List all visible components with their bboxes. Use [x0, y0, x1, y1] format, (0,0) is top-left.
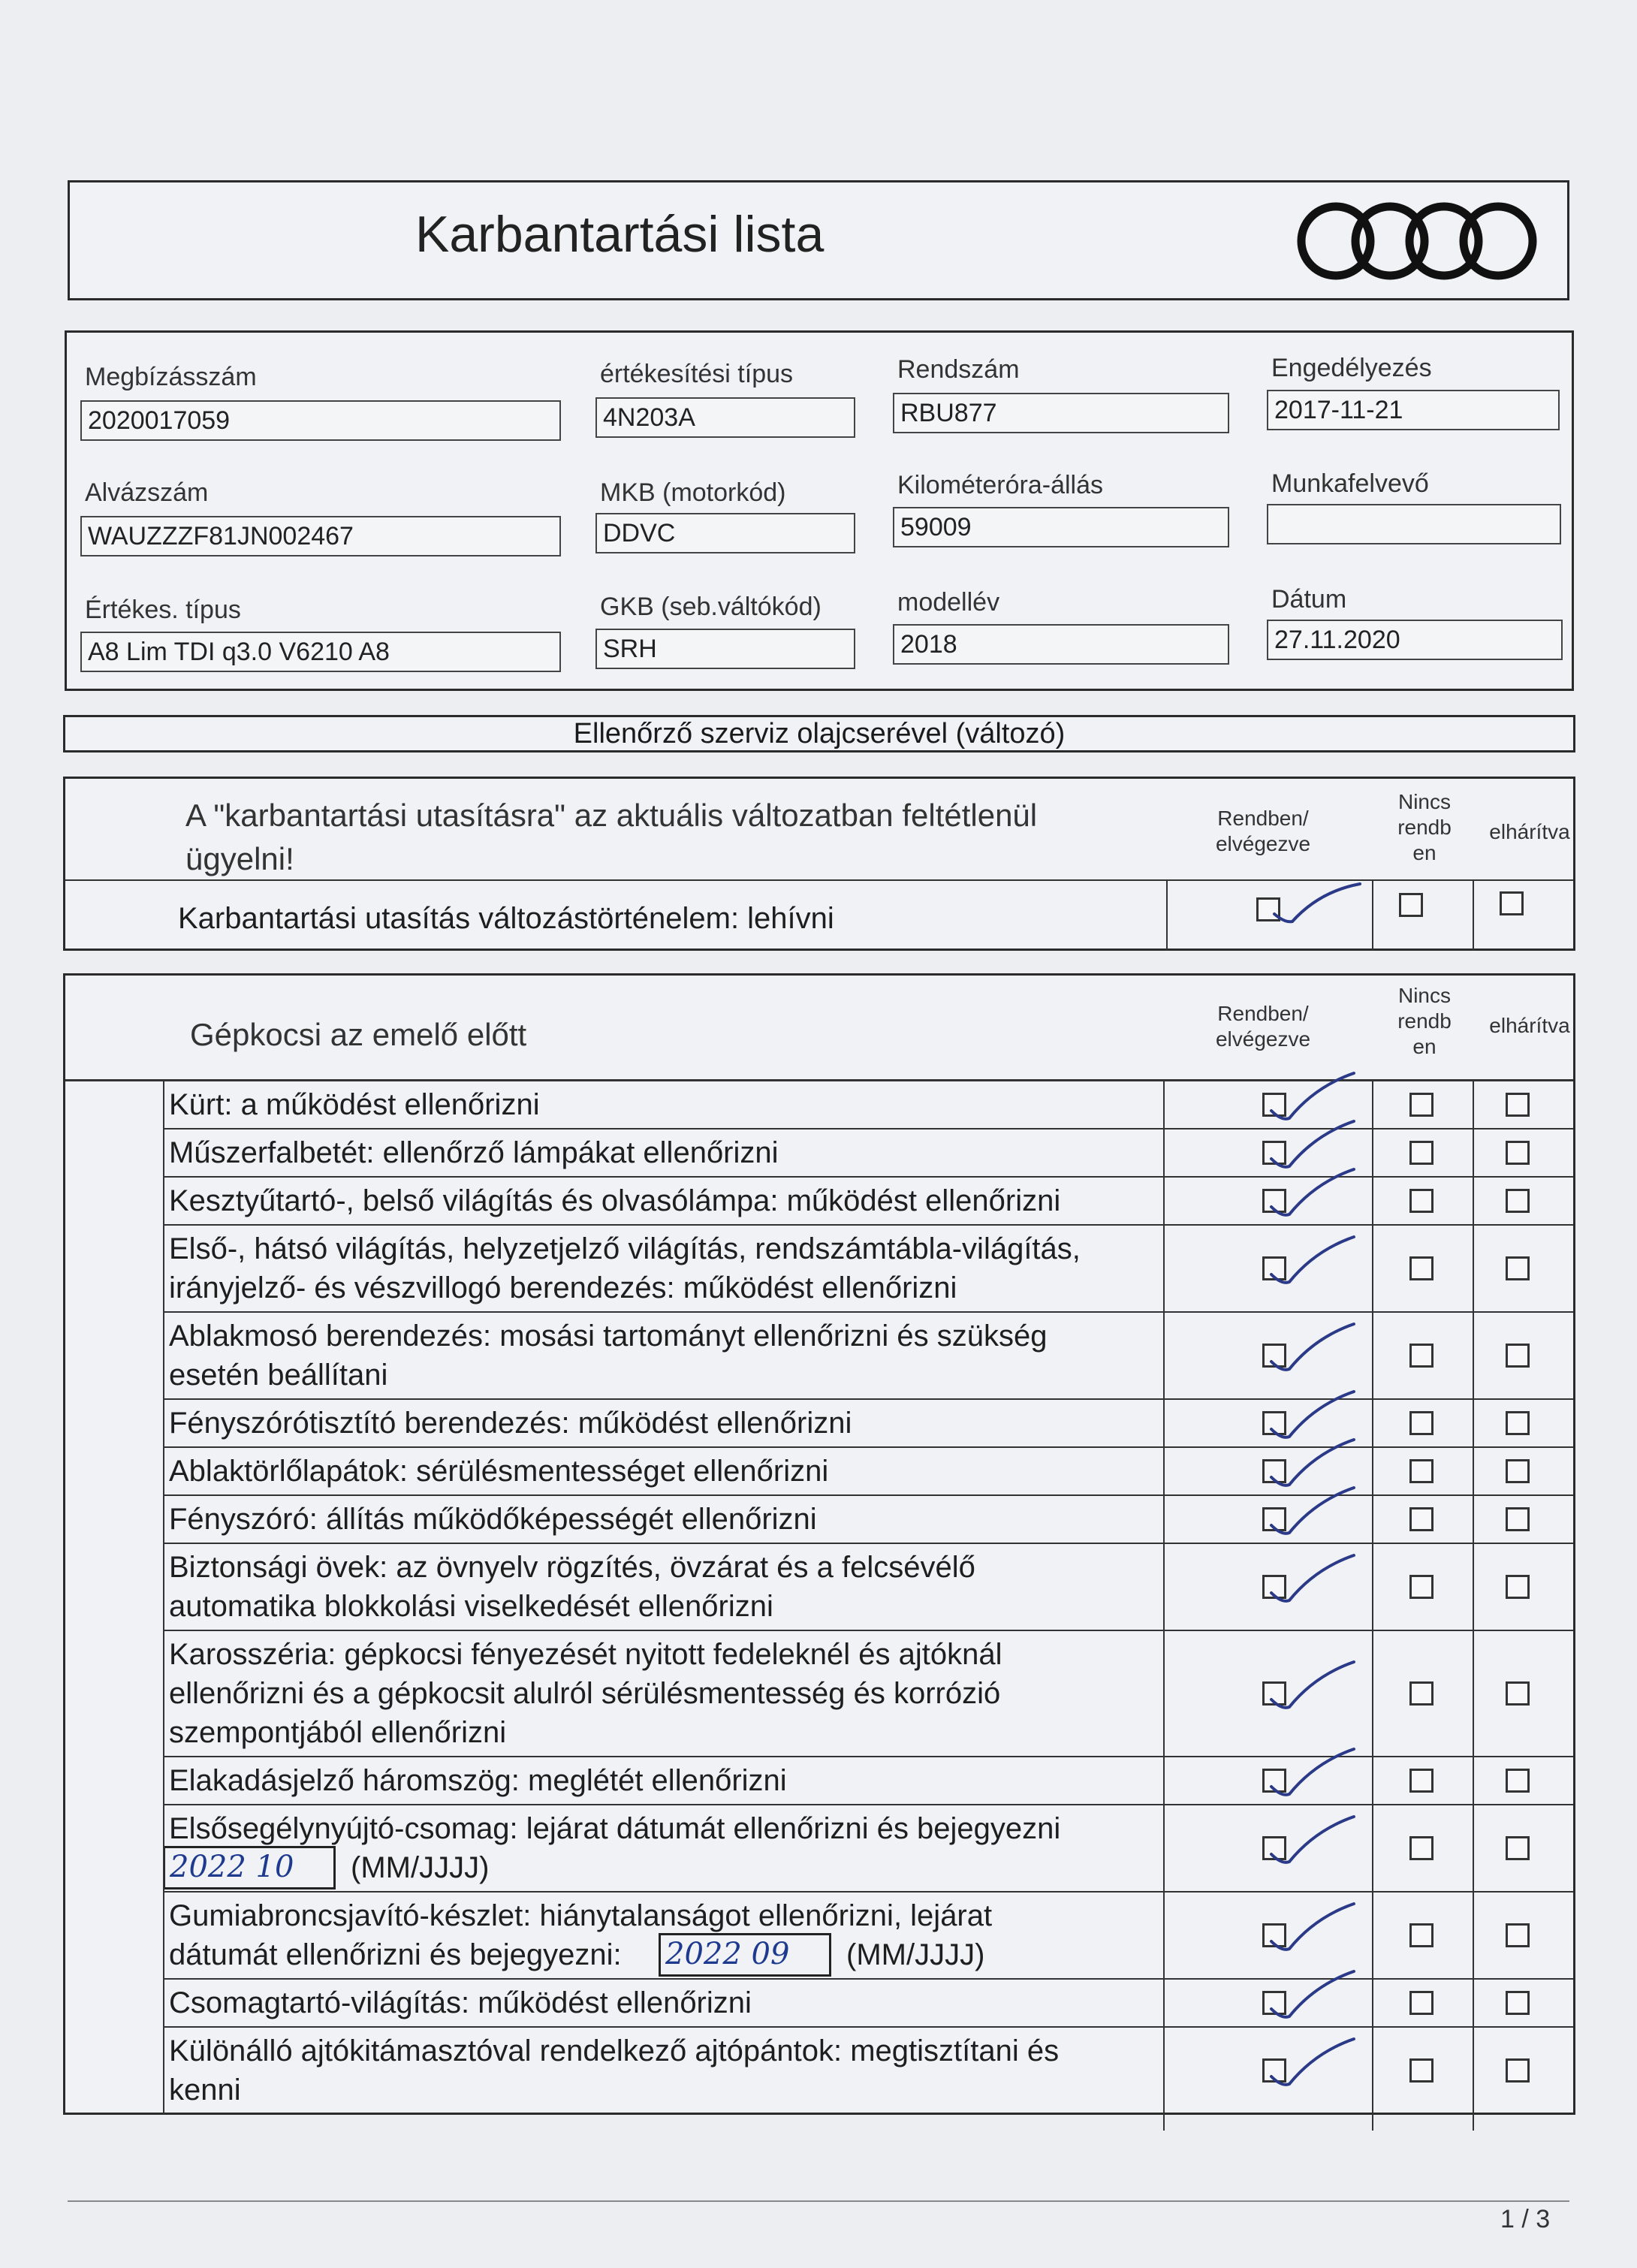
table-row	[65, 1979, 1573, 2027]
section1-header-line1: A "karbantartási utasításra" az aktuális változatban feltétlenül	[185, 798, 1038, 833]
not-ok-checkbox[interactable]	[1409, 1575, 1434, 1599]
section1-fixed-checkbox[interactable]	[1500, 891, 1524, 915]
section1-header-line2: ügyelni!	[185, 841, 294, 876]
not-ok-checkbox[interactable]	[1409, 1256, 1434, 1280]
col-not-line1: Nincs	[1397, 790, 1451, 813]
fixed-checkbox[interactable]	[1506, 1507, 1530, 1531]
section1-table	[63, 777, 1575, 951]
row-text-line: Első-, hátsó világítás, helyzetjelző világítás, rendszámtábla-világítás,	[169, 1232, 1081, 1265]
not-ok-checkbox[interactable]	[1409, 1836, 1434, 1860]
sales-model-value: A8 Lim TDI q3.0 V6210 A8	[80, 632, 561, 672]
not-ok-checkbox[interactable]	[1409, 1923, 1434, 1947]
page-title: Karbantartási lista	[415, 206, 825, 263]
row-text-line: Különálló ajtókitámasztóval rendelkező ajtópántok: megtisztítani és	[169, 2034, 1060, 2067]
fixed-checkbox[interactable]	[1506, 1991, 1530, 2015]
not-ok-checkbox[interactable]	[1409, 2058, 1434, 2083]
fixed-checkbox[interactable]	[1506, 1256, 1530, 1280]
handwritten-check-icon	[1267, 869, 1364, 929]
row-text-line: Ablakmosó berendezés: mosási tartományt ellenőrizni és szükség	[169, 1319, 1048, 1353]
odometer-value: 59009	[893, 507, 1229, 547]
order-number-label: Megbízásszám	[85, 363, 257, 391]
table-row	[65, 2027, 1573, 2114]
handwritten-check-icon	[1267, 1315, 1364, 1375]
row-text-line: Kesztyűtartó-, belső világítás és olvasólámpa: működést ellenőrizni	[169, 1184, 1061, 1217]
date-value: 27.11.2020	[1267, 620, 1563, 660]
col-ok-line2: elvégezve	[1215, 832, 1311, 855]
gearbox-code-label: GKB (seb.váltókód)	[600, 593, 822, 621]
handwritten-check-icon	[1267, 1228, 1364, 1288]
fixed-checkbox[interactable]	[1506, 1411, 1530, 1435]
not-ok-checkbox[interactable]	[1409, 1769, 1434, 1793]
fixed-checkbox[interactable]	[1506, 1575, 1530, 1599]
handwritten-check-icon	[1267, 1546, 1364, 1606]
not-ok-checkbox[interactable]	[1409, 1991, 1434, 2015]
not-ok-checkbox[interactable]	[1409, 1411, 1434, 1435]
handwritten-check-icon	[1267, 1160, 1364, 1220]
not-ok-checkbox[interactable]	[1409, 1093, 1434, 1117]
handwritten-date-field[interactable]: 2022 09	[659, 1933, 831, 1977]
col-not-line3: en	[1412, 841, 1437, 864]
table-row	[65, 1543, 1573, 1630]
row-text-line: irányjelző- és vészvillogó berendezés: működést ellenőrizni	[169, 1271, 957, 1304]
col-not-header-2	[1379, 983, 1470, 1060]
not-ok-checkbox[interactable]	[1409, 1189, 1434, 1213]
section1-not-checkbox[interactable]	[1399, 893, 1423, 917]
section1-col-divider-3	[1473, 879, 1474, 950]
row-text-line: Biztonsági övek: az övnyelv rögzítés, övzárat és a felcsévélő	[169, 1551, 975, 1584]
odometer-label: Kilométeróra-állás	[897, 471, 1103, 499]
not-ok-checkbox[interactable]	[1409, 1507, 1434, 1531]
col-not-header	[1379, 789, 1470, 866]
handwritten-check-icon	[1267, 1740, 1364, 1800]
section2-header: Gépkocsi az emelő előtt	[190, 1017, 527, 1052]
fixed-checkbox[interactable]	[1506, 1459, 1530, 1483]
table-row	[65, 1225, 1573, 1312]
fixed-checkbox[interactable]	[1506, 1681, 1530, 1706]
col-ok-line2-2: elvégezve	[1215, 1027, 1311, 1051]
fixed-checkbox[interactable]	[1506, 1093, 1530, 1117]
col-ok-line1-2: Rendben/	[1217, 1002, 1309, 1025]
table-row	[65, 1495, 1573, 1543]
sales-model-label: Értékes. típus	[85, 596, 241, 624]
col-not-line2: rendb	[1397, 816, 1452, 839]
handwritten-date-field[interactable]: 2022 10	[163, 1846, 336, 1889]
handwritten-check-icon	[1267, 1895, 1364, 1955]
plate-value: RBU877	[893, 393, 1229, 433]
engine-code-value: DDVC	[595, 513, 855, 553]
row-text-line: szempontjából ellenőrizni	[169, 1716, 507, 1749]
row-text-line: Csomagtartó-világítás: működést ellenőrizni	[169, 1986, 752, 2019]
row-text-line: Elsősegélynyújtó-csomag: lejárat dátumát ellenőrizni és bejegyezni	[169, 1812, 1061, 1845]
page-number: 1 / 3	[1500, 2205, 1551, 2233]
row-text-line: Ablaktörlőlapátok: sérülésmentességet ellenőrizni	[169, 1455, 829, 1488]
section2-table	[63, 973, 1575, 2115]
fixed-checkbox[interactable]	[1506, 2058, 1530, 2083]
approval-label: Engedélyezés	[1271, 354, 1432, 382]
row-text-line: Fényszórótisztító berendezés: működést ellenőrizni	[169, 1407, 852, 1440]
section1-col-divider-1	[1166, 879, 1168, 950]
col-ok-header-2	[1192, 1001, 1334, 1052]
row-text-line: Elakadásjelző háromszög: meglétét ellenőrizni	[169, 1764, 787, 1797]
col-ok-line1: Rendben/	[1217, 807, 1309, 830]
sales-type-label: értékesítési típus	[600, 360, 794, 388]
not-ok-checkbox[interactable]	[1409, 1344, 1434, 1368]
row-text-line: kenni	[169, 2073, 241, 2107]
fixed-checkbox[interactable]	[1506, 1923, 1530, 1947]
sales-type-value: 4N203A	[595, 397, 855, 438]
col-not-line1-2: Nincs	[1397, 984, 1451, 1007]
fixed-checkbox[interactable]	[1506, 1769, 1530, 1793]
row-text-line: Műszerfalbetét: ellenőrző lámpákat ellenőrizni	[169, 1136, 779, 1169]
vin-value: WAUZZZF81JN002467	[80, 516, 561, 556]
col-ok-header	[1192, 806, 1334, 857]
audi-rings-logo	[1289, 196, 1545, 286]
not-ok-checkbox[interactable]	[1409, 1459, 1434, 1483]
plate-label: Rendszám	[897, 355, 1020, 384]
col-not-line3-2: en	[1412, 1035, 1437, 1058]
fixed-checkbox[interactable]	[1506, 1189, 1530, 1213]
receptionist-label: Munkafelvevő	[1271, 469, 1429, 498]
vehicle-info	[65, 330, 1574, 691]
row-text-line: Karosszéria: gépkocsi fényezését nyitott fedeleknél és ajtóknál	[169, 1638, 1002, 1671]
date-format-hint: (MM/JJJJ)	[846, 1938, 985, 1971]
model-year-label: modellév	[897, 588, 1000, 617]
footer-divider	[68, 2200, 1569, 2202]
row-text-line: Kürt: a működést ellenőrizni	[169, 1088, 540, 1121]
row-text-line: automatika blokkolási viselkedését ellenőrizni	[169, 1590, 773, 1623]
receptionist-value	[1267, 504, 1561, 544]
approval-value: 2017-11-21	[1267, 390, 1560, 430]
fixed-checkbox[interactable]	[1506, 1836, 1530, 1860]
vin-label: Alvázszám	[85, 478, 209, 507]
row-text-line: Gumiabroncsjavító-készlet: hiánytalanságot ellenőrizni, lejárat	[169, 1899, 993, 1932]
section1-col-divider-2	[1372, 879, 1373, 950]
engine-code-label: MKB (motorkód)	[600, 478, 786, 507]
section2-text-col-divider	[163, 1081, 164, 2114]
table-row	[65, 1630, 1573, 1757]
handwritten-check-icon	[1267, 1479, 1364, 1539]
table-row	[65, 1177, 1573, 1225]
col-fixed-header: elhárítva	[1489, 820, 1570, 843]
fixed-checkbox[interactable]	[1506, 1141, 1530, 1165]
handwritten-check-icon	[1267, 1962, 1364, 2022]
service-banner: Ellenőrző szerviz olajcserével (változó)	[63, 715, 1575, 752]
handwritten-check-icon	[1267, 1808, 1364, 1868]
handwritten-check-icon	[1267, 1653, 1364, 1713]
order-number-value: 2020017059	[80, 400, 561, 441]
col-not-line2-2: rendb	[1397, 1009, 1452, 1033]
col-fixed-header-2: elhárítva	[1489, 1014, 1570, 1037]
date-label: Dátum	[1271, 585, 1347, 614]
fixed-checkbox[interactable]	[1506, 1344, 1530, 1368]
not-ok-checkbox[interactable]	[1409, 1141, 1434, 1165]
section1-row-text: Karbantartási utasítás változástörténelem: lehívni	[178, 902, 834, 935]
model-year-value: 2018	[893, 624, 1229, 665]
table-row	[65, 1757, 1573, 1805]
title-box	[68, 180, 1569, 300]
row-text-line: dátumát ellenőrizni és bejegyezni:	[169, 1938, 622, 1971]
gearbox-code-value: SRH	[595, 629, 855, 669]
not-ok-checkbox[interactable]	[1409, 1681, 1434, 1706]
date-format-hint: (MM/JJJJ)	[351, 1851, 490, 1884]
handwritten-check-icon	[1267, 2030, 1364, 2090]
table-row	[65, 1805, 1573, 1892]
row-text-line: ellenőrizni és a gépkocsit alulról sérülésmentesség és korrózió	[169, 1677, 1001, 1710]
row-text-line: Fényszóró: állítás működőképességét ellenőrizni	[169, 1503, 817, 1536]
row-text-line: esetén beállítani	[169, 1359, 388, 1392]
